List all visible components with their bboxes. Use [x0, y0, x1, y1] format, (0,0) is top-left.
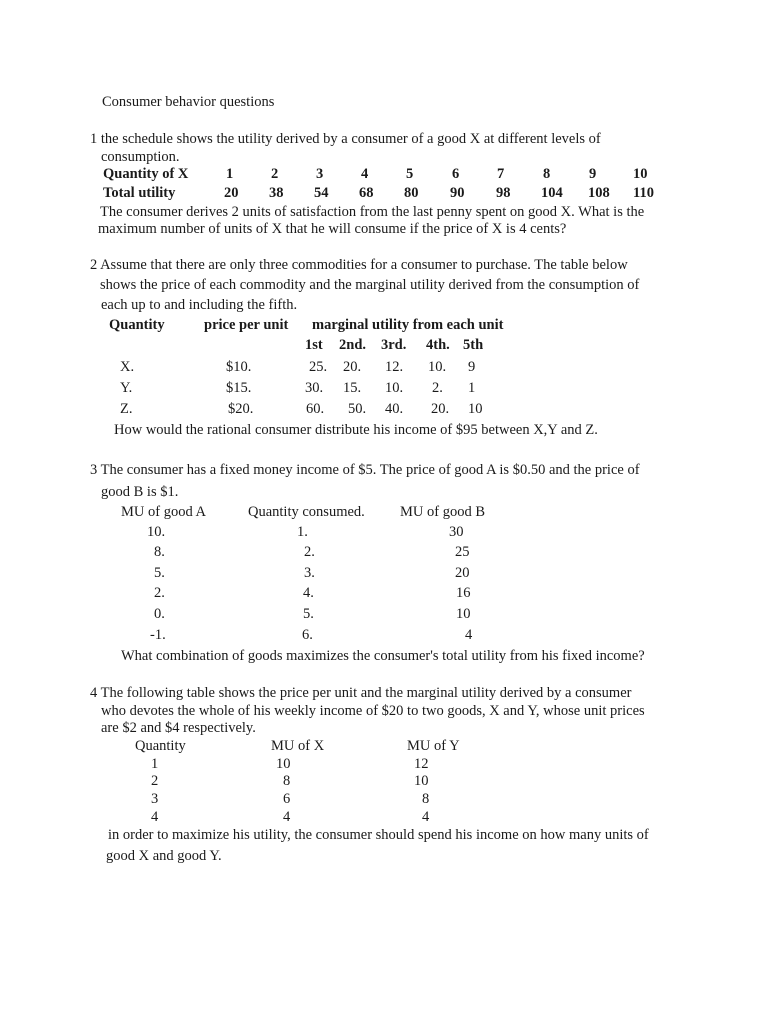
table-cell: 25: [455, 544, 470, 560]
table-header-mu-y: MU of Y: [407, 738, 460, 754]
table-cell: 5.: [154, 565, 165, 581]
table-cell: 10: [276, 756, 291, 772]
table-cell: 20: [455, 565, 470, 581]
table-row-label: X.: [120, 359, 135, 375]
table-cell-price: $20.: [228, 401, 254, 417]
table-cell: 20: [224, 185, 239, 201]
q2-text-line: shows the price of each commodity and the marginal utility derived from the consumption of: [100, 277, 640, 293]
q1-row-label-quantity: Quantity of X: [103, 166, 189, 182]
table-cell: 10.: [385, 380, 404, 396]
document-title: Consumer behavior questions: [102, 94, 275, 110]
table-cell: 0.: [154, 606, 165, 622]
table-cell: 80: [404, 185, 419, 201]
table-cell: 10.: [428, 359, 447, 375]
table-cell: 1.: [297, 524, 308, 540]
table-cell: 6: [283, 791, 291, 807]
table-cell: 4.: [303, 585, 314, 601]
table-cell: 4: [283, 809, 291, 825]
q2-text-line: each up to and including the fifth.: [101, 297, 298, 313]
table-cell: 1: [226, 166, 234, 182]
table-cell: 8: [283, 773, 291, 789]
table-cell: 90: [450, 185, 465, 201]
table-cell: 4: [465, 627, 473, 643]
table-header-mu-x: MU of X: [271, 738, 325, 754]
table-cell: 2.: [432, 380, 443, 396]
table-cell: 54: [314, 185, 329, 201]
table-cell: 7: [497, 166, 505, 182]
q4-question-line: good X and good Y.: [106, 848, 222, 864]
table-cell: 30: [449, 524, 464, 540]
table-cell: 2: [271, 166, 279, 182]
table-cell: 1: [151, 756, 159, 772]
table-cell: 5.: [303, 606, 314, 622]
q1-row-label-total-utility: Total utility: [103, 185, 176, 201]
table-cell: 60.: [306, 401, 325, 417]
q3-text-line: 3 The consumer has a fixed money income of $5. The price of good A is $0.50 and the price of: [90, 462, 640, 478]
table-header-quantity: Quantity: [109, 317, 165, 333]
table-cell: 12.: [385, 359, 404, 375]
table-cell: 5: [406, 166, 414, 182]
table-cell: 10.: [147, 524, 166, 540]
table-header-ordinal: 4th.: [426, 337, 450, 353]
table-cell-price: $10.: [226, 359, 252, 375]
table-cell: 10: [456, 606, 471, 622]
q4-text-line: 4 The following table shows the price per unit and the marginal utility derived by a consumer: [90, 685, 632, 701]
q2-question: How would the rational consumer distribute his income of $95 between X,Y and Z.: [114, 422, 598, 438]
q2-text-line: 2 Assume that there are only three commodities for a consumer to purchase. The table below: [90, 257, 628, 273]
table-cell: 16: [456, 585, 471, 601]
table-cell: 40.: [385, 401, 404, 417]
table-cell: 15.: [343, 380, 362, 396]
q3-question: What combination of goods maximizes the consumer's total utility from his fixed income?: [121, 648, 645, 664]
table-cell: 2.: [154, 585, 165, 601]
table-cell: 8.: [154, 544, 165, 560]
table-cell: 8: [422, 791, 430, 807]
table-header-mu-a: MU of good A: [121, 504, 206, 520]
table-cell: 6.: [302, 627, 313, 643]
table-header-ordinal: 5th: [463, 337, 484, 353]
table-cell: 10: [468, 401, 483, 417]
table-cell: 30.: [305, 380, 324, 396]
table-cell: 108: [588, 185, 610, 201]
table-cell: 9: [468, 359, 476, 375]
table-cell: 4: [361, 166, 369, 182]
table-cell: -1.: [150, 627, 166, 643]
table-cell: 110: [633, 185, 654, 201]
table-cell: 3: [316, 166, 324, 182]
table-header-mu-b: MU of good B: [400, 504, 485, 520]
table-cell: 38: [269, 185, 284, 201]
table-cell: 25.: [309, 359, 328, 375]
table-cell: 6: [452, 166, 460, 182]
table-cell: 3.: [304, 565, 315, 581]
table-header-quantity: Quantity consumed.: [248, 504, 365, 520]
table-header-quantity: Quantity: [135, 738, 186, 754]
table-cell: 104: [541, 185, 563, 201]
table-header-ordinal: 1st: [305, 337, 323, 353]
table-cell: 8: [543, 166, 551, 182]
table-cell: 50.: [348, 401, 367, 417]
table-cell: 12: [414, 756, 429, 772]
table-cell: 68: [359, 185, 374, 201]
table-cell: 4: [151, 809, 159, 825]
q1-text-line: consumption.: [101, 149, 180, 165]
table-cell: 10: [633, 166, 648, 182]
q4-text-line: are $2 and $4 respectively.: [101, 720, 256, 736]
table-cell: 10: [414, 773, 429, 789]
q1-text-line: maximum number of units of X that he will consume if the price of X is 4 cents?: [98, 221, 567, 237]
table-cell: 20.: [431, 401, 450, 417]
table-row-label: Z.: [120, 401, 133, 417]
q4-question-line: in order to maximize his utility, the consumer should spend his income on how many units of: [108, 827, 649, 843]
table-cell: 4: [422, 809, 430, 825]
table-cell: 20.: [343, 359, 362, 375]
table-row-label: Y.: [120, 380, 133, 396]
table-header-price: price per unit: [204, 317, 289, 333]
table-header-ordinal: 2nd.: [339, 337, 367, 353]
table-cell: 1: [468, 380, 476, 396]
table-cell: 9: [589, 166, 597, 182]
table-cell: 2: [151, 773, 159, 789]
table-cell: 2.: [304, 544, 315, 560]
table-cell: 98: [496, 185, 511, 201]
table-cell-price: $15.: [226, 380, 252, 396]
table-cell: 3: [151, 791, 159, 807]
table-header-marginal-utility: marginal utility from each unit: [312, 317, 504, 333]
q4-text-line: who devotes the whole of his weekly income of $20 to two goods, X and Y, whose unit prices: [101, 703, 645, 719]
q3-text-line: good B is $1.: [101, 484, 179, 500]
q1-text-line: The consumer derives 2 units of satisfaction from the last penny spent on good X. What is the: [100, 204, 645, 220]
q1-text-line: 1 the schedule shows the utility derived by a consumer of a good X at different levels of: [90, 131, 601, 147]
table-header-ordinal: 3rd.: [381, 337, 407, 353]
